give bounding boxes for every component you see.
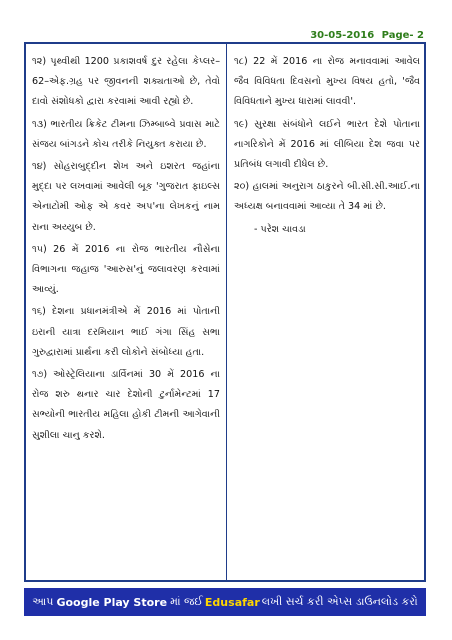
question-14: ૧૪) સોહરાબુદ્દીન શેખ અને ઇશરત જહાંના મુદ્દા પર લખવામાં આવેલી બૂક 'ગુજરાત ફાઇલ્સ એનાટોમી ઓફ એ કવર અપ'ના લેખકનું નામ રાના અય્યુબ છે.	[32, 161, 220, 233]
page-header	[310, 30, 424, 41]
header-date: 30-05-2016	[310, 30, 375, 41]
footer-store-name: Google Play Store	[56, 595, 168, 609]
question-12: ૧૨) પૃથ્વીથી 1200 પ્રકાશવર્ષ દુર રહેલા કેપ્લર–62–એફ.ગ્રહ પર જીવનની શક્યતાઓ છે, તેવો દાવો સંશોધકો દ્વારા કરવામાં આવી રહ્યો છે.	[32, 56, 220, 108]
footer-brand: Edusafar	[204, 595, 260, 609]
footer-suffix: લખી સર્ચ કરી એપ્સ ડાઉનલોડ કરો	[261, 595, 418, 608]
question-13: ૧૩) ભારતીય ક્રિકેટ ટીમના ઝિમ્બાબ્વે પ્રવાસ માટે સંજય બાંગડને કોચ તરીકે નિયુક્ત કરાયા છે.	[32, 118, 220, 150]
author-signature: - પરેશ ચાવડા	[254, 223, 306, 235]
footer-middle: માં જઈ	[170, 595, 203, 608]
question-16: ૧૬) દેશના પ્રધાનમંત્રીએ મેં 2016 માં પોતાની ઇરાની યાત્રા દરમિયાન ભાઈ ગંગા સિંહ સભા ગુરુદ્વારામાં પ્રાર્થના કરી લોકોને સંબોધ્યા હતા.	[32, 306, 220, 358]
footer-prefix: આપ	[32, 595, 54, 608]
content-frame	[24, 42, 426, 582]
footer-banner[interactable]	[24, 588, 426, 616]
question-18: ૧૮) 22 મેં 2016 ના રોજ મનાવવામાં આવેલ જૈવ વિવિધતા દિવસનો મુખ્ય વિષય હતો, 'જૈવ વિવિધતાને મુખ્ય ધારામાં લાવવી'.	[234, 56, 420, 108]
right-column	[234, 52, 420, 240]
header-page-number: Page- 2	[381, 30, 424, 41]
question-19: ૧૯) સુરક્ષા સંબંધોને લઈને ભારત દેશે પોતાના નાગરિકોને મેં 2016 માં લીબિયા દેશ જવા પર પ્રતિબંધ લગાવી દીધેલ છે.	[234, 118, 420, 171]
question-15: ૧૫) 26 મેં 2016 ના રોજ ભારતીય નૌસેના વિભાગના જહાજ 'આરુસ'નું જલાવરણ કરવામાં આવ્યું.	[32, 243, 220, 296]
column-divider	[226, 44, 227, 580]
question-20: ૨૦) હાલમાં અનુરાગ ઠાકુરને બી.સી.સી.આઈ.ના અધ્યક્ષ બનાવવામાં આવ્યા તે 34 માં છે.	[234, 181, 420, 213]
question-17: ૧૭) ઓસ્ટ્રેલિયાના ડાર્વિનમાં 30 મેં 2016 ના રોજ શરુ થનાર ચાર દેશોની ટુર્નામેન્ટમાં 17 સભ્યોની ભારતીય મહિલા હોકી ટીમની આગેવાની સુશીલા ચાનુ કરશે.	[32, 369, 220, 441]
left-column	[32, 52, 220, 448]
